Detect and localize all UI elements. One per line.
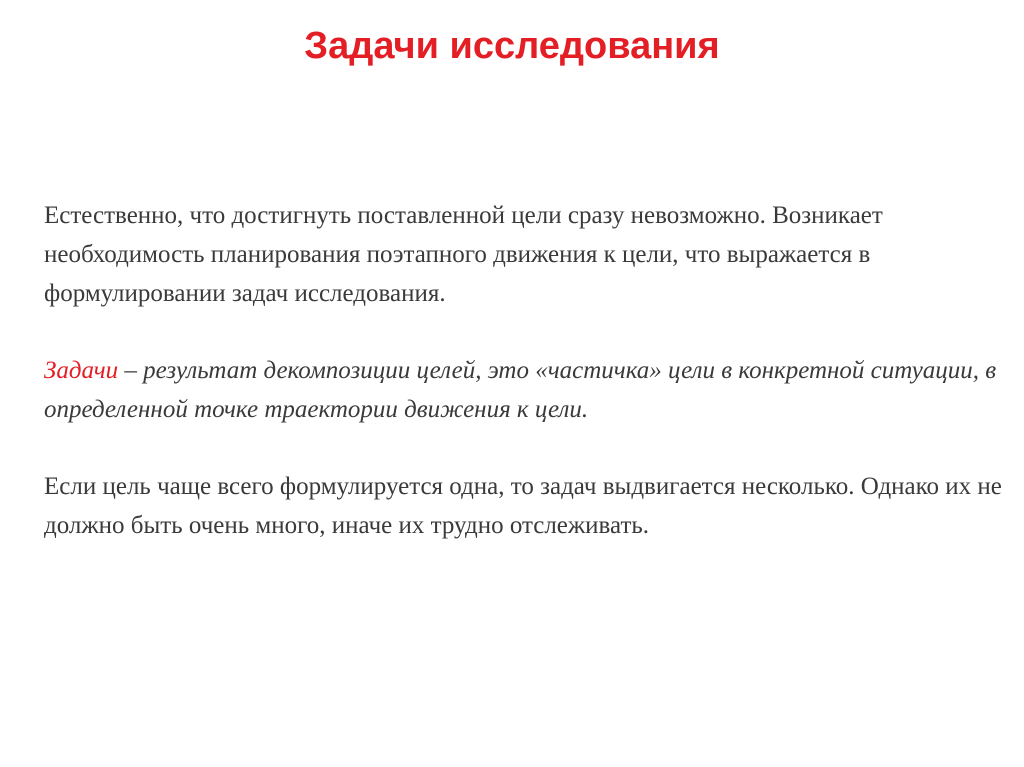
paragraph-intro: Естественно, что достигнуть поставленной цели сразу невозможно. Возникает необходимость планирования поэтапного движения к цели, что выражается в формулировании задач исследования. (44, 202, 883, 307)
slide-title: Задачи исследования (304, 25, 720, 67)
slide-body (44, 196, 1004, 583)
term-tasks: Задачи (44, 357, 119, 384)
paragraph-conclusion: Если цель чаще всего формулируется одна, то задач выдвигается несколько. Однако их не должно быть очень много, иначе их трудно отслеживать. (44, 473, 1002, 539)
paragraph-definition (44, 351, 1004, 429)
definition-text: – результат декомпозиции целей, это «частичка» цели в конкретной ситуации, в определенной точке траектории движения к цели. (44, 357, 997, 423)
